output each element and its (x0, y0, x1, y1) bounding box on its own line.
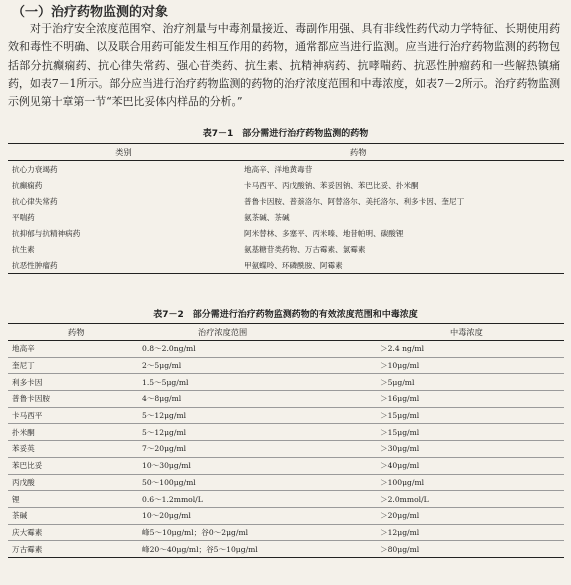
drug-cell: 地高辛 (8, 341, 138, 358)
therapeutic-range-cell: 1.5～5μg/ml (138, 374, 376, 391)
category-cell: 抗心律失常药 (12, 196, 58, 206)
category-cell: 抗生素 (12, 244, 35, 254)
category-cell: 抗抑郁与抗精神病药 (12, 228, 81, 238)
drugs-cell: 阿米替林、多塞平、丙米嗪、地昔帕明、碳酸锂 (244, 228, 404, 238)
table-row (8, 161, 564, 178)
drug-cell: 利多卡因 (8, 374, 138, 391)
table-row (8, 424, 564, 441)
category-cell: 抗心力衰竭药 (12, 164, 58, 174)
drug-cell: 丙戊酸 (8, 474, 138, 491)
therapeutic-range-cell: 50～100μg/ml (138, 474, 376, 491)
toxic-concentration-cell: ＞2.4 ng/ml (376, 341, 564, 358)
table-row (8, 374, 564, 391)
toxic-concentration-cell: ＞10μg/ml (376, 357, 564, 374)
category-cell: 抗恶性肿瘤药 (8, 257, 240, 274)
drug-cell: 卡马西平 (8, 407, 138, 424)
toxic-concentration-cell: ＞16μg/ml (376, 391, 564, 408)
therapeutic-range-cell: 峰5～10μg/ml；谷0～2μg/ml (138, 524, 376, 541)
col-header-category: 类别 (8, 144, 240, 161)
col-header-drug: 药物 (8, 324, 138, 341)
table-row (8, 441, 564, 458)
col-header-toxic-concentration: 中毒浓度 (376, 324, 564, 341)
col-header-drugs: 药物 (240, 144, 564, 161)
body-paragraph: 对于治疗安全浓度范围窄、治疗剂量与中毒剂量接近、毒副作用强、具有非线性药代动力学特征、长期使用药效和毒性不明确、以及联合用药可能发生相互作用的药物，通常都应当进行监测。应当进行治疗药物监测的药物包括部分抗癫痫药、抗心律失常药、强心苷类药、抗生素、抗精神病药、抗哮喘药、抗恶性肿瘤药和一些解热镇痛药，如表7－1所示。部分应当进行治疗药物监测的药物的治疗浓度范围和中毒浓度，如表7－2所示。治疗药物监测示例见第十章第一节“苯巴比妥体内样品的分析。” (8, 22, 560, 109)
table-row (8, 241, 564, 257)
toxic-concentration-cell: ＞5μg/ml (376, 374, 564, 391)
table-row (8, 524, 564, 541)
drug-cell: 万古霉素 (8, 541, 138, 558)
therapeutic-range-cell: 7～20μg/ml (138, 441, 376, 458)
drug-cell: 奎尼丁 (8, 357, 138, 374)
toxic-concentration-cell: ＞15μg/ml (376, 407, 564, 424)
drug-cell: 茶碱 (8, 507, 138, 524)
table-header-row (8, 324, 564, 341)
col-header-therapeutic-range: 治疗浓度范围 (138, 324, 376, 341)
drugs-cell: 普鲁卡因胺、普萘洛尔、阿替洛尔、美托洛尔、利多卡因、奎尼丁 (244, 196, 465, 206)
therapeutic-range-cell: 峰20～40μg/ml；谷5～10μg/ml (138, 541, 376, 558)
toxic-concentration-cell: ＞80μg/ml (376, 541, 564, 558)
drug-cell: 普鲁卡因胺 (8, 391, 138, 408)
table-row (8, 407, 564, 424)
drug-category-table (8, 143, 564, 274)
drugs-cell: 氨基糖苷类药物、万古霉素、氯霉素 (244, 244, 366, 254)
category-cell: 平喘药 (12, 212, 35, 222)
table1-caption: 表7－1 部分需进行治疗药物监测的药物 (202, 129, 369, 139)
table-row (8, 193, 564, 209)
table-header-row (8, 144, 564, 161)
therapeutic-range-cell: 10～20μg/ml (138, 507, 376, 524)
drug-concentration-table (8, 323, 564, 558)
drugs-cell: 氨茶碱、茶碱 (244, 212, 290, 222)
table-row (8, 507, 564, 524)
table-row (8, 391, 564, 408)
therapeutic-range-cell: 10～30μg/ml (138, 457, 376, 474)
table-row (8, 541, 564, 558)
therapeutic-range-cell: 5～12μg/ml (138, 407, 376, 424)
table-row (8, 491, 564, 508)
toxic-concentration-cell: ＞20μg/ml (376, 507, 564, 524)
toxic-concentration-cell: ＞15μg/ml (376, 424, 564, 441)
table-row (8, 209, 564, 225)
category-cell: 抗癫痫药 (12, 180, 43, 190)
toxic-concentration-cell: ＞30μg/ml (376, 441, 564, 458)
drug-cell: 扑米酮 (8, 424, 138, 441)
therapeutic-range-cell: 4～8μg/ml (138, 391, 376, 408)
drugs-cell: 卡马西平、丙戊酸钠、苯妥因钠、苯巴比妥、扑米酮 (244, 180, 419, 190)
drug-cell: 庆大霉素 (8, 524, 138, 541)
table-row (8, 257, 564, 274)
table-row (8, 341, 564, 358)
table-row (8, 474, 564, 491)
therapeutic-range-cell: 0.6～1.2mmol/L (138, 491, 376, 508)
drugs-cell: 地高辛、洋地黄毒苷 (244, 164, 313, 174)
table-row (8, 177, 564, 193)
toxic-concentration-cell: ＞40μg/ml (376, 457, 564, 474)
table-row (8, 225, 564, 241)
drug-cell: 苯妥英 (8, 441, 138, 458)
therapeutic-range-cell: 5～12μg/ml (138, 424, 376, 441)
toxic-concentration-cell: ＞12μg/ml (376, 524, 564, 541)
section-title: （一）治疗药物监测的对象 (12, 5, 169, 20)
table-row (8, 457, 564, 474)
therapeutic-range-cell: 0.8～2.0ng/ml (138, 341, 376, 358)
table-row (8, 357, 564, 374)
toxic-concentration-cell: ＞2.0mmol/L (376, 491, 564, 508)
table2-caption: 表7－2 部分需进行治疗药物监测药物的有效浓度范围和中毒浓度 (153, 310, 418, 320)
drug-cell: 苯巴比妥 (8, 457, 138, 474)
drugs-cell: 甲氨蝶呤、环磷酰胺、阿霉素 (240, 257, 564, 274)
drug-cell: 锂 (8, 491, 138, 508)
therapeutic-range-cell: 2～5μg/ml (138, 357, 376, 374)
toxic-concentration-cell: ＞100μg/ml (376, 474, 564, 491)
